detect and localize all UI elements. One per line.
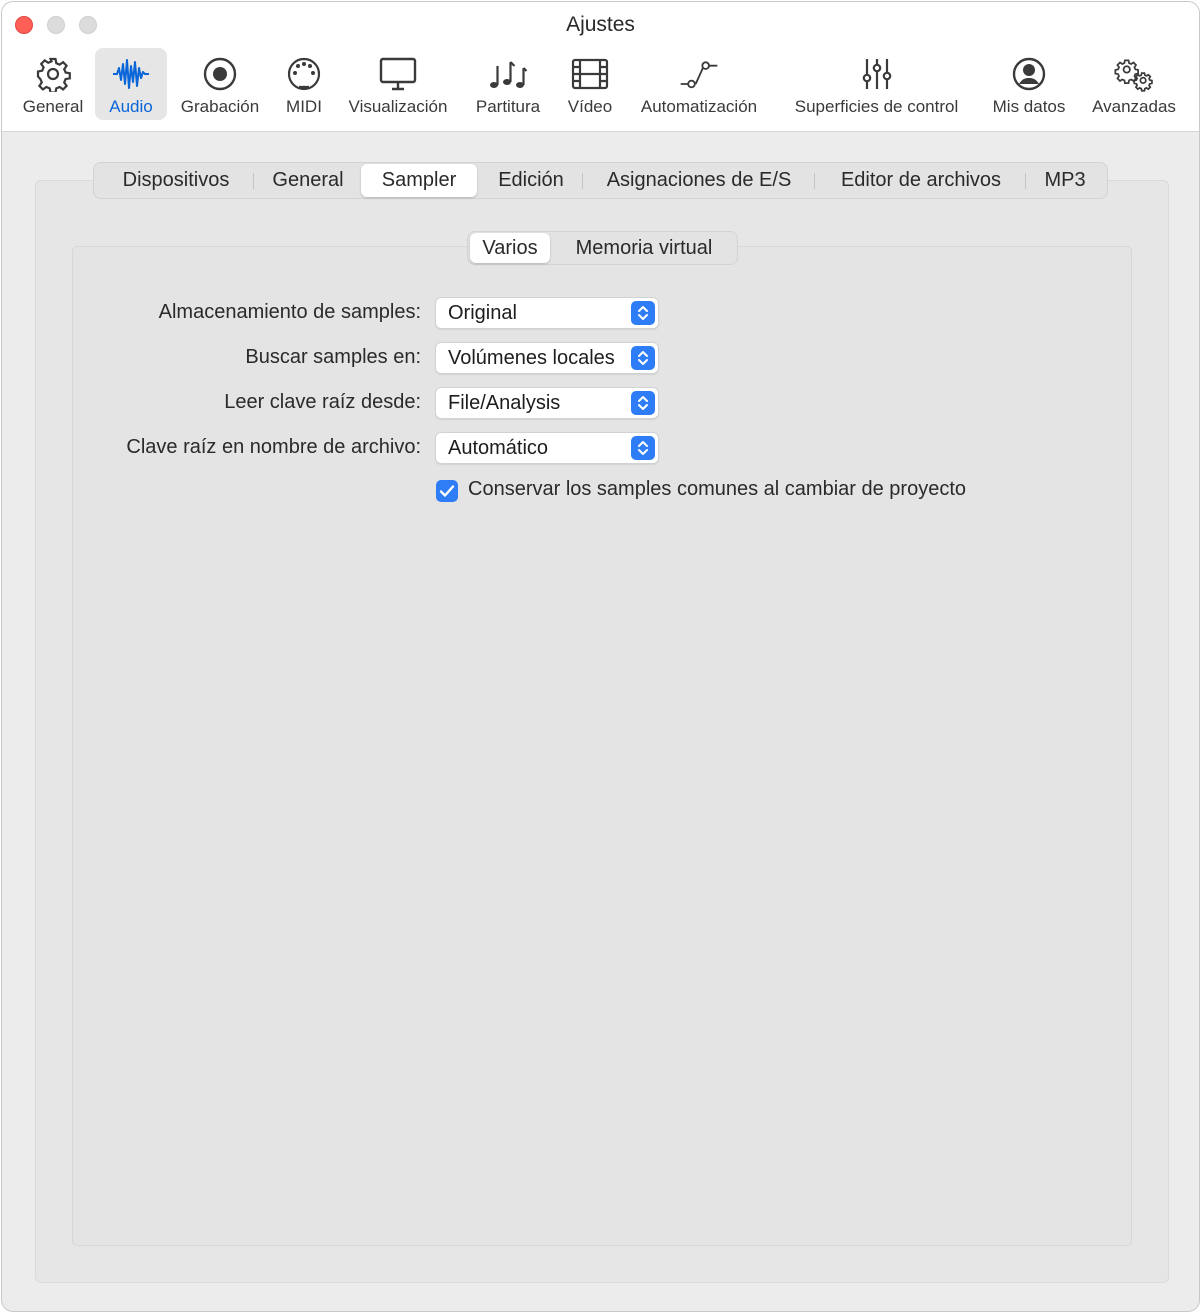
toolbar-label: Grabación: [180, 97, 260, 116]
toolbar-label: Visualización: [348, 97, 448, 116]
chevron-up-down-icon: [631, 346, 655, 370]
tab-divider: [814, 173, 815, 189]
preferences-window: [1, 1, 1200, 1312]
preferences-tabs: [93, 162, 1108, 199]
film-icon: [570, 54, 610, 94]
toolbar-label: Vídeo: [567, 97, 613, 116]
root-key-value: File/Analysis: [448, 392, 561, 414]
tab-edicion[interactable]: Edición: [498, 169, 564, 191]
toolbar-score[interactable]: [468, 48, 548, 120]
gear-icon: [33, 54, 73, 94]
root-key-popup[interactable]: [435, 387, 659, 419]
chevron-up-down-icon: [631, 301, 655, 325]
toolbar-label: Audio: [109, 97, 153, 116]
root-key-filename-value: Automático: [448, 437, 549, 459]
subtab-varios[interactable]: Varios: [470, 233, 550, 263]
waveform-icon: [111, 54, 151, 94]
toolbar-label: Partitura: [475, 97, 541, 116]
toolbar-general[interactable]: [17, 48, 89, 120]
checkmark-icon: [436, 480, 458, 502]
toolbar-advanced[interactable]: [1087, 48, 1181, 120]
root-key-label: Leer clave raíz desde:: [224, 391, 421, 413]
toolbar-midi[interactable]: [277, 48, 331, 120]
toolbar-control-surfaces[interactable]: [781, 48, 972, 120]
sampler-subtabs: [467, 231, 738, 265]
toolbar-automation[interactable]: [631, 48, 767, 120]
toolbar-video[interactable]: [560, 48, 620, 120]
root-key-filename-label: Clave raíz en nombre de archivo:: [126, 436, 421, 458]
storage-label: Almacenamiento de samples:: [158, 301, 421, 323]
tab-dispositivos[interactable]: Dispositivos: [122, 169, 230, 191]
midi-port-icon: [284, 54, 324, 94]
toolbar-audio[interactable]: [95, 48, 167, 120]
root-key-filename-popup[interactable]: [435, 432, 659, 464]
title-bar: [2, 2, 1199, 132]
search-popup[interactable]: [435, 342, 659, 374]
tab-mp3[interactable]: MP3: [1044, 169, 1086, 191]
toolbar-label: General: [22, 97, 84, 116]
subtab-memoria-virtual[interactable]: Memoria virtual: [575, 237, 713, 259]
gears-icon: [1114, 54, 1154, 94]
tab-asignaciones[interactable]: Asignaciones de E/S: [606, 169, 792, 191]
chevron-up-down-icon: [631, 391, 655, 415]
tab-editor-archivos[interactable]: Editor de archivos: [840, 169, 1002, 191]
music-notes-icon: [488, 54, 528, 94]
search-label: Buscar samples en:: [245, 346, 421, 368]
toolbar-display[interactable]: [341, 48, 455, 120]
faders-icon: [857, 54, 897, 94]
toolbar-label: Superficies de control: [794, 97, 959, 116]
window-title: Ajustes: [566, 13, 635, 36]
toolbar-label: Avanzadas: [1092, 97, 1176, 116]
storage-popup[interactable]: [435, 297, 659, 329]
storage-value: Original: [448, 302, 517, 324]
tab-divider: [253, 173, 254, 189]
keep-samples-checkbox[interactable]: [436, 480, 458, 502]
toolbar-recording[interactable]: [174, 48, 266, 120]
record-icon: [200, 54, 240, 94]
toolbar-my-info[interactable]: [984, 48, 1074, 120]
tab-general[interactable]: General: [272, 169, 344, 191]
display-icon: [378, 54, 418, 94]
toolbar-label: Automatización: [640, 97, 758, 116]
automation-curve-icon: [679, 54, 719, 94]
tab-divider: [1025, 173, 1026, 189]
keep-samples-label[interactable]: Conservar los samples comunes al cambiar de proyecto: [468, 478, 966, 500]
toolbar-label: MIDI: [286, 97, 322, 116]
toolbar-label: Mis datos: [992, 97, 1066, 116]
person-icon: [1009, 54, 1049, 94]
tab-sampler[interactable]: Sampler: [361, 164, 477, 197]
search-value: Volúmenes locales: [448, 347, 615, 369]
chevron-up-down-icon: [631, 436, 655, 460]
tab-divider: [582, 173, 583, 189]
